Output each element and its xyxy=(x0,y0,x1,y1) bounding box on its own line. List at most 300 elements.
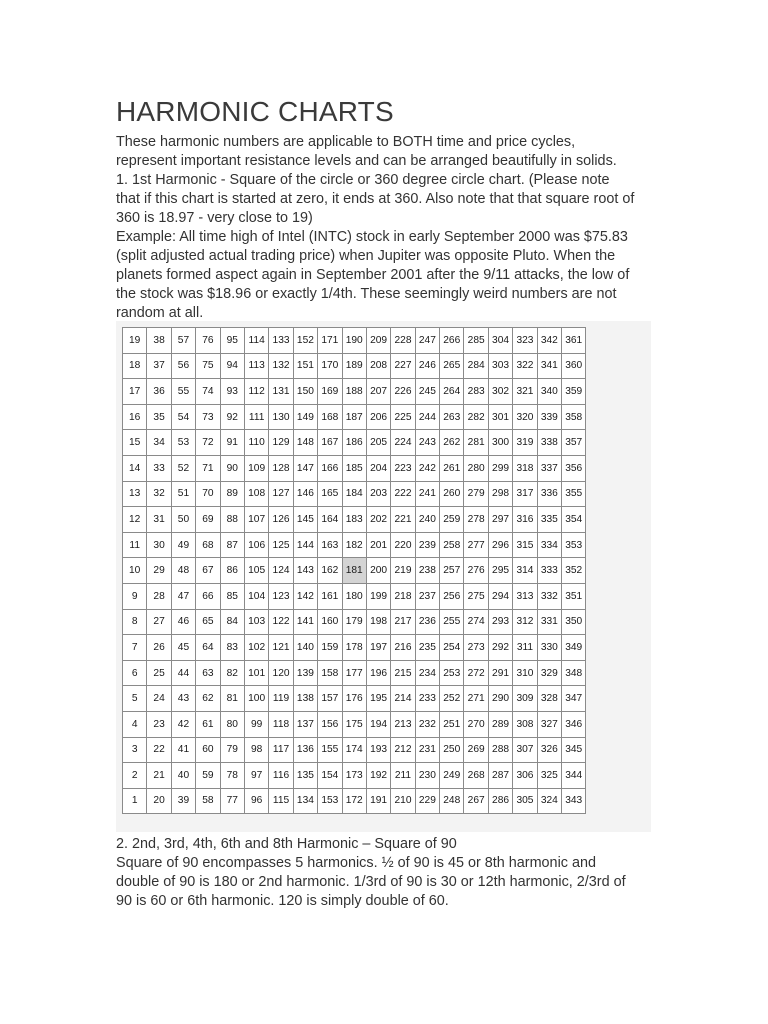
grid-cell: 81 xyxy=(220,686,244,712)
grid-cell: 84 xyxy=(220,609,244,635)
grid-cell: 340 xyxy=(537,379,561,405)
grid-cell: 41 xyxy=(171,737,195,763)
grid-cell: 67 xyxy=(196,558,220,584)
grid-cell: 141 xyxy=(293,609,317,635)
grid-cell: 82 xyxy=(220,660,244,686)
grid-cell: 143 xyxy=(293,558,317,584)
grid-cell: 182 xyxy=(342,532,366,558)
grid-cell: 132 xyxy=(269,353,293,379)
grid-cell: 166 xyxy=(318,455,342,481)
text-line: (split adjusted actual trading price) when Jupiter was opposite Pluto. When the xyxy=(116,248,616,264)
grid-cell: 250 xyxy=(440,737,464,763)
grid-cell: 134 xyxy=(293,788,317,814)
grid-cell: 288 xyxy=(488,737,512,763)
grid-cell: 45 xyxy=(171,635,195,661)
grid-cell: 294 xyxy=(488,583,512,609)
grid-cell: 68 xyxy=(196,532,220,558)
grid-cell: 321 xyxy=(513,379,537,405)
grid-cell: 104 xyxy=(244,583,268,609)
harmonic-grid-table xyxy=(122,327,586,814)
grid-cell: 212 xyxy=(391,737,415,763)
grid-cell: 190 xyxy=(342,328,366,354)
grid-cell: 249 xyxy=(440,763,464,789)
grid-cell: 102 xyxy=(244,635,268,661)
grid-cell: 189 xyxy=(342,353,366,379)
grid-cell: 9 xyxy=(123,583,147,609)
grid-cell: 8 xyxy=(123,609,147,635)
grid-cell: 165 xyxy=(318,481,342,507)
grid-cell: 261 xyxy=(440,455,464,481)
grid-cell: 21 xyxy=(147,763,171,789)
grid-cell: 107 xyxy=(244,507,268,533)
grid-cell: 323 xyxy=(513,328,537,354)
grid-cell: 172 xyxy=(342,788,366,814)
grid-cell: 265 xyxy=(440,353,464,379)
grid-cell: 328 xyxy=(537,686,561,712)
grid-cell: 337 xyxy=(537,455,561,481)
grid-cell: 46 xyxy=(171,609,195,635)
grid-row xyxy=(123,532,586,558)
grid-cell: 315 xyxy=(513,532,537,558)
grid-cell: 361 xyxy=(562,328,586,354)
grid-cell: 124 xyxy=(269,558,293,584)
grid-cell: 25 xyxy=(147,660,171,686)
grid-cell: 37 xyxy=(147,353,171,379)
grid-cell: 213 xyxy=(391,711,415,737)
text-line: Example: All time high of Intel (INTC) stock in early September 2000 was $75.83 xyxy=(116,229,628,245)
grid-cell: 343 xyxy=(562,788,586,814)
grid-cell: 76 xyxy=(196,328,220,354)
grid-cell: 222 xyxy=(391,481,415,507)
grid-row xyxy=(123,404,586,430)
grid-cell: 214 xyxy=(391,686,415,712)
grid-cell: 356 xyxy=(562,455,586,481)
grid-cell: 110 xyxy=(244,430,268,456)
grid-cell: 173 xyxy=(342,763,366,789)
grid-cell: 80 xyxy=(220,711,244,737)
grid-cell: 185 xyxy=(342,455,366,481)
grid-cell: 193 xyxy=(366,737,390,763)
grid-cell: 138 xyxy=(293,686,317,712)
grid-cell: 264 xyxy=(440,379,464,405)
grid-cell: 241 xyxy=(415,481,439,507)
grid-cell: 260 xyxy=(440,481,464,507)
grid-cell: 145 xyxy=(293,507,317,533)
grid-cell: 359 xyxy=(562,379,586,405)
grid-cell: 42 xyxy=(171,711,195,737)
grid-row xyxy=(123,379,586,405)
grid-cell: 278 xyxy=(464,507,488,533)
grid-cell: 282 xyxy=(464,404,488,430)
grid-row xyxy=(123,737,586,763)
grid-cell: 24 xyxy=(147,686,171,712)
grid-row xyxy=(123,481,586,507)
grid-row xyxy=(123,635,586,661)
grid-cell: 248 xyxy=(440,788,464,814)
grid-row xyxy=(123,660,586,686)
grid-cell: 112 xyxy=(244,379,268,405)
grid-cell: 163 xyxy=(318,532,342,558)
intro-paragraph xyxy=(116,133,656,323)
grid-cell: 23 xyxy=(147,711,171,737)
grid-cell: 103 xyxy=(244,609,268,635)
grid-cell: 169 xyxy=(318,379,342,405)
grid-cell: 309 xyxy=(513,686,537,712)
grid-cell: 308 xyxy=(513,711,537,737)
grid-cell: 180 xyxy=(342,583,366,609)
grid-cell: 101 xyxy=(244,660,268,686)
grid-cell: 199 xyxy=(366,583,390,609)
grid-cell: 283 xyxy=(464,379,488,405)
grid-cell: 181 xyxy=(342,558,366,584)
grid-cell: 292 xyxy=(488,635,512,661)
grid-cell: 150 xyxy=(293,379,317,405)
grid-cell: 192 xyxy=(366,763,390,789)
grid-cell: 318 xyxy=(513,455,537,481)
grid-cell: 298 xyxy=(488,481,512,507)
grid-cell: 86 xyxy=(220,558,244,584)
grid-cell: 218 xyxy=(391,583,415,609)
grid-cell: 90 xyxy=(220,455,244,481)
grid-cell: 274 xyxy=(464,609,488,635)
grid-cell: 196 xyxy=(366,660,390,686)
grid-cell: 152 xyxy=(293,328,317,354)
grid-cell: 204 xyxy=(366,455,390,481)
grid-cell: 114 xyxy=(244,328,268,354)
grid-cell: 155 xyxy=(318,737,342,763)
grid-cell: 205 xyxy=(366,430,390,456)
text-line: planets formed aspect again in September 2001 after the 9/11 attacks, the low of xyxy=(116,267,630,283)
grid-cell: 351 xyxy=(562,583,586,609)
text-line: 90 is 60 or 6th harmonic. 120 is simply double of 60. xyxy=(116,893,449,909)
grid-cell: 259 xyxy=(440,507,464,533)
grid-cell: 336 xyxy=(537,481,561,507)
grid-cell: 346 xyxy=(562,711,586,737)
grid-cell: 177 xyxy=(342,660,366,686)
harmonic-grid-image xyxy=(116,321,651,832)
grid-cell: 93 xyxy=(220,379,244,405)
grid-cell: 20 xyxy=(147,788,171,814)
grid-cell: 357 xyxy=(562,430,586,456)
grid-cell: 16 xyxy=(123,404,147,430)
grid-cell: 96 xyxy=(244,788,268,814)
grid-cell: 251 xyxy=(440,711,464,737)
grid-cell: 171 xyxy=(318,328,342,354)
text-line: random at all. xyxy=(116,305,204,321)
grid-cell: 39 xyxy=(171,788,195,814)
grid-cell: 117 xyxy=(269,737,293,763)
grid-cell: 287 xyxy=(488,763,512,789)
grid-cell: 235 xyxy=(415,635,439,661)
grid-cell: 50 xyxy=(171,507,195,533)
grid-row xyxy=(123,430,586,456)
grid-cell: 307 xyxy=(513,737,537,763)
grid-cell: 7 xyxy=(123,635,147,661)
grid-cell: 131 xyxy=(269,379,293,405)
grid-cell: 230 xyxy=(415,763,439,789)
grid-cell: 130 xyxy=(269,404,293,430)
grid-row xyxy=(123,507,586,533)
grid-row xyxy=(123,788,586,814)
grid-cell: 266 xyxy=(440,328,464,354)
grid-cell: 113 xyxy=(244,353,268,379)
grid-cell: 149 xyxy=(293,404,317,430)
grid-cell: 200 xyxy=(366,558,390,584)
grid-cell: 322 xyxy=(513,353,537,379)
grid-cell: 183 xyxy=(342,507,366,533)
grid-cell: 167 xyxy=(318,430,342,456)
grid-cell: 161 xyxy=(318,583,342,609)
grid-cell: 144 xyxy=(293,532,317,558)
grid-cell: 89 xyxy=(220,481,244,507)
grid-cell: 253 xyxy=(440,660,464,686)
grid-cell: 353 xyxy=(562,532,586,558)
grid-cell: 159 xyxy=(318,635,342,661)
grid-cell: 229 xyxy=(415,788,439,814)
grid-cell: 10 xyxy=(123,558,147,584)
grid-cell: 207 xyxy=(366,379,390,405)
grid-cell: 140 xyxy=(293,635,317,661)
grid-cell: 245 xyxy=(415,379,439,405)
grid-cell: 108 xyxy=(244,481,268,507)
grid-cell: 168 xyxy=(318,404,342,430)
grid-cell: 270 xyxy=(464,711,488,737)
grid-cell: 78 xyxy=(220,763,244,789)
grid-cell: 30 xyxy=(147,532,171,558)
grid-cell: 79 xyxy=(220,737,244,763)
grid-cell: 325 xyxy=(537,763,561,789)
grid-cell: 345 xyxy=(562,737,586,763)
grid-row xyxy=(123,328,586,354)
grid-cell: 217 xyxy=(391,609,415,635)
grid-cell: 224 xyxy=(391,430,415,456)
text-line: 360 is 18.97 - very close to 19) xyxy=(116,210,313,226)
grid-cell: 332 xyxy=(537,583,561,609)
text-line: the stock was $18.96 or exactly 1/4th. These seemingly weird numbers are not xyxy=(116,286,617,302)
grid-cell: 302 xyxy=(488,379,512,405)
grid-cell: 59 xyxy=(196,763,220,789)
grid-cell: 121 xyxy=(269,635,293,661)
grid-cell: 320 xyxy=(513,404,537,430)
grid-cell: 72 xyxy=(196,430,220,456)
grid-cell: 22 xyxy=(147,737,171,763)
grid-cell: 299 xyxy=(488,455,512,481)
grid-cell: 116 xyxy=(269,763,293,789)
grid-cell: 64 xyxy=(196,635,220,661)
grid-cell: 295 xyxy=(488,558,512,584)
grid-cell: 176 xyxy=(342,686,366,712)
grid-cell: 215 xyxy=(391,660,415,686)
grid-cell: 54 xyxy=(171,404,195,430)
grid-cell: 329 xyxy=(537,660,561,686)
grid-cell: 313 xyxy=(513,583,537,609)
grid-cell: 300 xyxy=(488,430,512,456)
grid-cell: 231 xyxy=(415,737,439,763)
grid-cell: 198 xyxy=(366,609,390,635)
grid-cell: 285 xyxy=(464,328,488,354)
grid-row xyxy=(123,455,586,481)
grid-cell: 48 xyxy=(171,558,195,584)
grid-cell: 74 xyxy=(196,379,220,405)
grid-cell: 305 xyxy=(513,788,537,814)
grid-cell: 174 xyxy=(342,737,366,763)
grid-cell: 246 xyxy=(415,353,439,379)
grid-cell: 252 xyxy=(440,686,464,712)
grid-cell: 69 xyxy=(196,507,220,533)
grid-cell: 297 xyxy=(488,507,512,533)
grid-cell: 191 xyxy=(366,788,390,814)
grid-cell: 15 xyxy=(123,430,147,456)
grid-cell: 232 xyxy=(415,711,439,737)
grid-cell: 98 xyxy=(244,737,268,763)
page-title: HARMONIC CHARTS xyxy=(116,96,394,127)
grid-cell: 92 xyxy=(220,404,244,430)
grid-cell: 194 xyxy=(366,711,390,737)
grid-cell: 254 xyxy=(440,635,464,661)
grid-cell: 227 xyxy=(391,353,415,379)
grid-cell: 91 xyxy=(220,430,244,456)
grid-row xyxy=(123,686,586,712)
grid-cell: 334 xyxy=(537,532,561,558)
grid-row xyxy=(123,353,586,379)
grid-cell: 267 xyxy=(464,788,488,814)
grid-cell: 170 xyxy=(318,353,342,379)
grid-cell: 62 xyxy=(196,686,220,712)
grid-cell: 316 xyxy=(513,507,537,533)
grid-cell: 221 xyxy=(391,507,415,533)
grid-cell: 210 xyxy=(391,788,415,814)
grid-cell: 125 xyxy=(269,532,293,558)
grid-cell: 123 xyxy=(269,583,293,609)
grid-cell: 6 xyxy=(123,660,147,686)
grid-cell: 179 xyxy=(342,609,366,635)
grid-cell: 338 xyxy=(537,430,561,456)
text-line: Square of 90 encompasses 5 harmonics. ½ of 90 is 45 or 8th harmonic and xyxy=(116,855,596,871)
grid-cell: 127 xyxy=(269,481,293,507)
grid-cell: 348 xyxy=(562,660,586,686)
grid-cell: 319 xyxy=(513,430,537,456)
grid-cell: 164 xyxy=(318,507,342,533)
grid-cell: 263 xyxy=(440,404,464,430)
grid-cell: 178 xyxy=(342,635,366,661)
grid-cell: 304 xyxy=(488,328,512,354)
grid-cell: 290 xyxy=(488,686,512,712)
grid-cell: 293 xyxy=(488,609,512,635)
grid-cell: 280 xyxy=(464,455,488,481)
grid-cell: 128 xyxy=(269,455,293,481)
grid-cell: 58 xyxy=(196,788,220,814)
grid-cell: 203 xyxy=(366,481,390,507)
grid-cell: 326 xyxy=(537,737,561,763)
grid-cell: 175 xyxy=(342,711,366,737)
grid-cell: 239 xyxy=(415,532,439,558)
grid-cell: 94 xyxy=(220,353,244,379)
grid-cell: 97 xyxy=(244,763,268,789)
grid-cell: 186 xyxy=(342,430,366,456)
grid-cell: 158 xyxy=(318,660,342,686)
grid-cell: 311 xyxy=(513,635,537,661)
grid-cell: 339 xyxy=(537,404,561,430)
grid-cell: 47 xyxy=(171,583,195,609)
grid-cell: 122 xyxy=(269,609,293,635)
grid-cell: 38 xyxy=(147,328,171,354)
grid-cell: 275 xyxy=(464,583,488,609)
grid-cell: 257 xyxy=(440,558,464,584)
section-2-paragraph xyxy=(116,835,656,911)
grid-cell: 73 xyxy=(196,404,220,430)
grid-cell: 256 xyxy=(440,583,464,609)
grid-cell: 188 xyxy=(342,379,366,405)
grid-cell: 99 xyxy=(244,711,268,737)
grid-cell: 255 xyxy=(440,609,464,635)
grid-cell: 142 xyxy=(293,583,317,609)
grid-cell: 354 xyxy=(562,507,586,533)
grid-cell: 160 xyxy=(318,609,342,635)
grid-cell: 272 xyxy=(464,660,488,686)
grid-cell: 3 xyxy=(123,737,147,763)
grid-cell: 44 xyxy=(171,660,195,686)
grid-cell: 352 xyxy=(562,558,586,584)
grid-cell: 317 xyxy=(513,481,537,507)
grid-cell: 216 xyxy=(391,635,415,661)
grid-cell: 187 xyxy=(342,404,366,430)
grid-cell: 306 xyxy=(513,763,537,789)
grid-cell: 223 xyxy=(391,455,415,481)
grid-cell: 153 xyxy=(318,788,342,814)
text-line: 2. 2nd, 3rd, 4th, 6th and 8th Harmonic – Square of 90 xyxy=(116,836,457,852)
grid-cell: 284 xyxy=(464,353,488,379)
grid-cell: 206 xyxy=(366,404,390,430)
grid-cell: 55 xyxy=(171,379,195,405)
grid-cell: 49 xyxy=(171,532,195,558)
grid-cell: 238 xyxy=(415,558,439,584)
grid-cell: 63 xyxy=(196,660,220,686)
grid-cell: 148 xyxy=(293,430,317,456)
grid-cell: 95 xyxy=(220,328,244,354)
grid-cell: 220 xyxy=(391,532,415,558)
grid-cell: 154 xyxy=(318,763,342,789)
grid-cell: 2 xyxy=(123,763,147,789)
text-line: represent important resistance levels and can be arranged beautifully in solids. xyxy=(116,153,617,169)
grid-cell: 184 xyxy=(342,481,366,507)
grid-cell: 269 xyxy=(464,737,488,763)
grid-cell: 36 xyxy=(147,379,171,405)
grid-cell: 17 xyxy=(123,379,147,405)
grid-cell: 233 xyxy=(415,686,439,712)
grid-cell: 209 xyxy=(366,328,390,354)
grid-cell: 87 xyxy=(220,532,244,558)
grid-cell: 279 xyxy=(464,481,488,507)
grid-cell: 111 xyxy=(244,404,268,430)
grid-row xyxy=(123,583,586,609)
grid-cell: 281 xyxy=(464,430,488,456)
grid-cell: 234 xyxy=(415,660,439,686)
grid-cell: 118 xyxy=(269,711,293,737)
grid-cell: 136 xyxy=(293,737,317,763)
grid-cell: 335 xyxy=(537,507,561,533)
grid-cell: 291 xyxy=(488,660,512,686)
grid-cell: 13 xyxy=(123,481,147,507)
grid-cell: 4 xyxy=(123,711,147,737)
grid-cell: 119 xyxy=(269,686,293,712)
grid-cell: 52 xyxy=(171,455,195,481)
grid-cell: 195 xyxy=(366,686,390,712)
grid-cell: 105 xyxy=(244,558,268,584)
grid-cell: 247 xyxy=(415,328,439,354)
grid-cell: 289 xyxy=(488,711,512,737)
grid-cell: 137 xyxy=(293,711,317,737)
grid-cell: 271 xyxy=(464,686,488,712)
